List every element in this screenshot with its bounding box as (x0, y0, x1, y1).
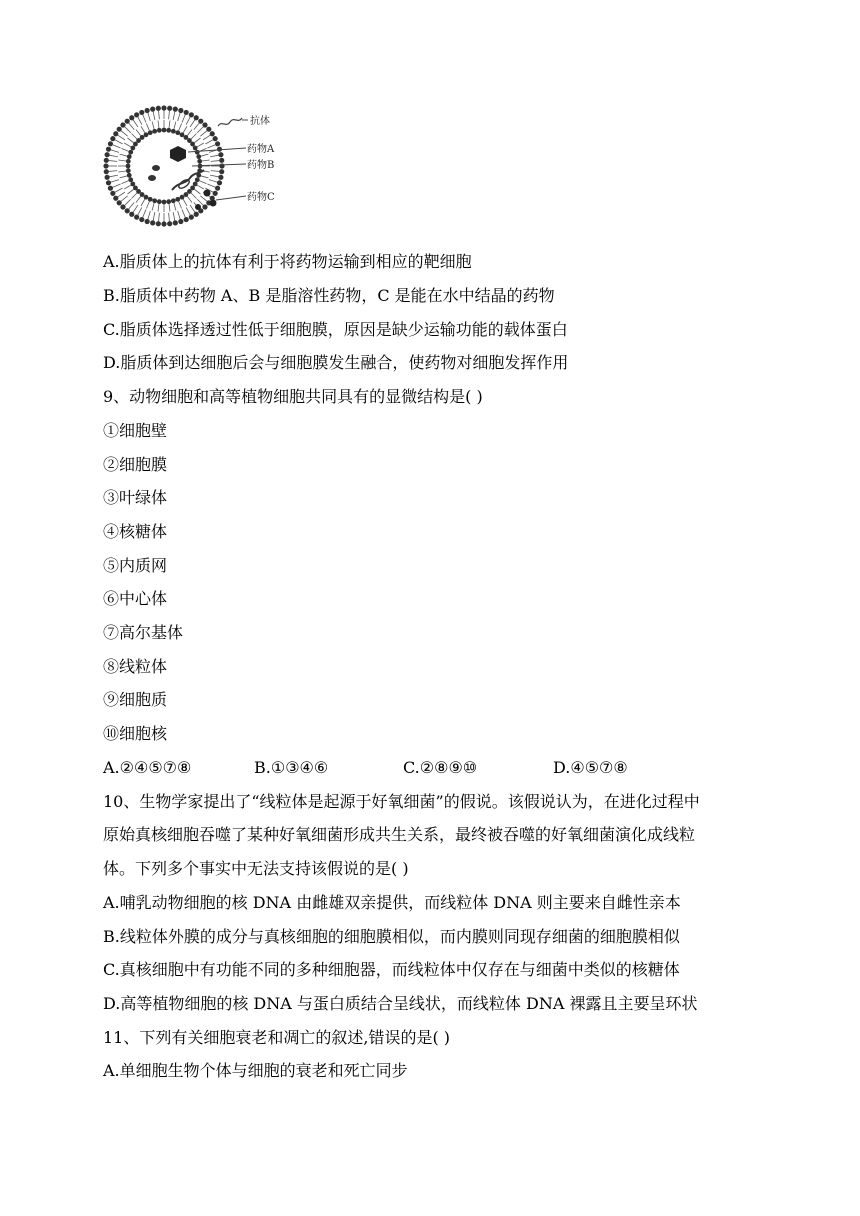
lipid-tail-outer (138, 117, 142, 124)
lipid-head-inner (127, 173, 132, 178)
q9-stem: 9、动物细胞和高等植物细胞共同具有的显微结构是( ) (103, 387, 483, 406)
lipid-tail-outer (121, 131, 128, 136)
q8-option-d: D.脂质体到达细胞后会与细胞膜发生融合，使药物对细胞发挥作用 (103, 353, 569, 372)
lipid-tail-outer (138, 207, 142, 214)
lipid-tail-outer (211, 171, 219, 172)
lipid-head-outer (167, 106, 172, 111)
lipid-head-outer (161, 221, 166, 226)
lipid-head-inner (148, 130, 153, 135)
lipid-tail-inner (124, 143, 131, 147)
liposome-diagram (100, 100, 290, 236)
q9-item: ⑤内质网 (103, 556, 168, 575)
lipid-tail-outer (118, 135, 125, 140)
lipid-head-outer (113, 196, 118, 201)
lipid-head-outer (167, 221, 172, 226)
lipid-tail-outer (197, 127, 203, 133)
lipid-tail-inner (118, 171, 126, 172)
lipid-tail-inner (131, 193, 136, 198)
lipid-head-inner (157, 128, 162, 133)
q9-option-c: C.②⑧⑨⑩ (403, 758, 478, 777)
q9-item: ⑦高尔基体 (103, 623, 184, 642)
lipid-tail-inner (118, 160, 126, 161)
lipid-tail-outer (190, 205, 195, 212)
lipid-head-inner (126, 159, 131, 164)
lipid-tail-inner (128, 189, 134, 194)
lipid-tail-inner (120, 176, 127, 178)
q8-option-b: B.脂质体中药物 A、B 是脂溶性药物，C 是能在水中结晶的药物 (103, 286, 555, 305)
lipid-tail-inner (158, 204, 159, 212)
lipid-head-outer (194, 115, 199, 120)
lipid-head-inner (128, 150, 133, 155)
lipid-tail-inner (169, 204, 170, 212)
q10-option-b: B.线粒体外膜的成分与真核细胞的细胞膜相似，而内膜则同现存细菌的细胞膜相似 (103, 927, 680, 946)
lipid-tail-inner (146, 201, 149, 208)
q9-option-d: D.④⑤⑦⑧ (553, 758, 628, 777)
lipid-tail-inner (122, 181, 129, 184)
lipid-tail-inner (201, 176, 208, 178)
lipid-head-outer (215, 141, 220, 146)
lipid-tail-inner (197, 143, 204, 147)
lipid-tail-inner (174, 203, 176, 210)
lipid-tail-inner (141, 126, 145, 133)
lipid-tail-outer (211, 161, 219, 162)
q9-item: ②细胞膜 (103, 455, 168, 474)
lipid-tail-outer (173, 212, 175, 220)
lipid-head-outer (105, 175, 110, 180)
q10-option-c: C.真核细胞中有功能不同的多种细胞器，而线粒体中仅存在与细菌中类似的核糖体 (103, 960, 680, 979)
q10-stem-line-3: 体。下列多个事实中无法支持该假说的是( ) (103, 859, 409, 878)
lipid-head-inner (166, 128, 171, 133)
q8-option-c: C.脂质体选择透过性低于细胞膜，原因是缺少运输功能的载体蛋白 (103, 320, 568, 339)
lipid-head-outer (134, 112, 139, 117)
label-drug-c: 药物C (247, 192, 275, 203)
lipid-head-inner (127, 154, 132, 159)
lipid-head-outer (110, 191, 115, 196)
lipid-tail-outer (121, 196, 128, 201)
lipid-head-inner (195, 177, 200, 182)
lipid-head-inner (197, 159, 202, 164)
lipid-head-inner (162, 200, 167, 205)
lipid-tail-outer (182, 209, 185, 217)
q10-stem-line-1: 10、生物学家提出了“线粒体是起源于好氧细菌”的假说。该假说认为，在进化过程中 (103, 792, 700, 811)
lipid-tail-inner (179, 124, 182, 131)
lipid-tail-inner (146, 124, 149, 131)
lipid-head-inner (195, 150, 200, 155)
lipid-tail-inner (152, 203, 154, 210)
lipid-head-outer (218, 175, 223, 180)
lipid-tail-outer (143, 115, 146, 123)
lipid-head-outer (213, 136, 218, 141)
lipid-tail-outer (186, 207, 190, 214)
lipid-head-outer (215, 186, 220, 191)
lipid-head-outer (104, 169, 109, 174)
lipid-tail-outer (209, 180, 217, 182)
lipid-tail-outer (169, 111, 170, 119)
lipid-tail-outer (203, 135, 210, 140)
q11-stem: 11、下列有关细胞衰老和凋亡的叙述,错误的是( ) (103, 1028, 451, 1047)
lipid-head-outer (178, 219, 183, 224)
lipid-tail-outer (115, 188, 122, 192)
lipid-head-outer (173, 107, 178, 112)
lipid-head-outer (219, 169, 224, 174)
q9-item: ⑥中心体 (103, 589, 168, 608)
lipid-head-inner (130, 146, 135, 151)
lipid-head-outer (184, 110, 189, 115)
lipid-tail-outer (210, 175, 218, 177)
lipid-tail-outer (115, 140, 122, 144)
lipid-head-outer (217, 180, 222, 185)
drug-b-head (177, 178, 190, 190)
lipid-head-outer (219, 158, 224, 163)
q9-item: ④核糖体 (103, 522, 168, 541)
lipid-head-inner (152, 129, 157, 134)
q10-stem-line-2: 原始真核细胞吞噬了某种好氧细菌形成共生关系，最终被吞噬的好氧细菌演化成线粒 (103, 825, 696, 844)
lipid-head-outer (129, 212, 134, 217)
leader-line (216, 196, 246, 200)
lipid-head-inner (128, 177, 133, 182)
lipid-head-outer (217, 147, 222, 152)
lipid-head-outer (106, 147, 111, 152)
label-drug-a: 药物A (247, 144, 275, 155)
lipid-tail-outer (159, 111, 160, 119)
lipid-tail-outer (148, 211, 150, 219)
lipid-head-outer (156, 106, 161, 111)
lipid-head-inner (171, 198, 176, 203)
drug-dot (148, 175, 156, 181)
lipid-tail-outer (125, 127, 131, 133)
lipid-tail-outer (194, 123, 199, 130)
lipid-tail-outer (190, 120, 195, 127)
lipid-tail-outer (178, 113, 180, 121)
drug-dot (152, 165, 160, 171)
drug-c-dot (195, 204, 201, 210)
lipid-head-inner (140, 135, 145, 140)
lipid-head-outer (189, 112, 194, 117)
lipid-tail-outer (111, 180, 119, 182)
lipid-head-inner (175, 197, 180, 202)
lipid-tail-outer (169, 213, 170, 221)
lipid-head-outer (150, 220, 155, 225)
lipid-tail-outer (129, 202, 134, 209)
antibody-squiggle-icon (218, 118, 242, 126)
lipid-tail-inner (191, 133, 196, 138)
lipid-tail-outer (205, 140, 212, 144)
lipid-head-inner (144, 132, 149, 137)
lipid-tail-inner (128, 138, 134, 143)
lipid-tail-outer (113, 184, 121, 187)
lipid-tail-inner (183, 126, 187, 133)
liposome-figure (100, 100, 290, 236)
lipid-head-inner (180, 195, 185, 200)
lipid-head-outer (134, 215, 139, 220)
lipid-head-inner (157, 199, 162, 204)
lipid-tail-inner (194, 138, 200, 143)
lipid-head-inner (190, 142, 195, 147)
lipid-bilayer (103, 105, 224, 226)
lipid-head-outer (210, 131, 215, 136)
lipid-tail-inner (152, 122, 154, 129)
lipid-head-inner (196, 154, 201, 159)
lipid-tail-inner (183, 199, 187, 206)
lipid-tail-outer (143, 209, 146, 217)
lipid-head-outer (103, 163, 108, 168)
lipid-tail-outer (186, 117, 190, 124)
lipid-tail-outer (129, 123, 134, 130)
lipid-tail-inner (174, 122, 176, 129)
lipid-head-inner (180, 132, 185, 137)
q10-option-a: A.哺乳动物细胞的核 DNA 由雌雄双亲提供，而线粒体 DNA 则主要来自雌性亲本 (103, 893, 681, 912)
q10-option-d: D.高等植物细胞的核 DNA 与蛋白质结合呈线状，而线粒体 DNA 裸露且主要呈环状 (103, 994, 698, 1013)
lipid-tail-outer (207, 145, 215, 148)
lipid-tail-outer (113, 145, 121, 148)
lipid-head-inner (184, 192, 189, 197)
lipid-tail-outer (207, 184, 215, 187)
lipid-head-outer (156, 221, 161, 226)
lipid-head-outer (139, 110, 144, 115)
q9-item: ③叶绿体 (103, 488, 168, 507)
lipid-tail-outer (109, 161, 117, 162)
lipid-tail-inner (141, 199, 145, 206)
q9-item: ⑨细胞质 (103, 690, 168, 709)
lipid-tail-outer (200, 196, 207, 201)
lipid-tail-outer (178, 211, 180, 219)
lipid-tail-outer (133, 120, 138, 127)
lipid-tail-inner (187, 196, 192, 202)
label-antibody: 抗体 (250, 116, 270, 127)
lipid-head-inner (144, 195, 149, 200)
lipid-tail-outer (118, 192, 125, 197)
lipid-head-inner (126, 168, 131, 173)
lipid-tail-inner (122, 148, 129, 151)
lipid-tail-inner (202, 160, 210, 161)
lipid-head-inner (166, 199, 171, 204)
lipid-tail-outer (109, 171, 117, 172)
lipid-tail-outer (200, 131, 207, 136)
lipid-tail-outer (182, 115, 185, 123)
q9-item: ⑩细胞核 (103, 724, 168, 743)
lipid-head-outer (108, 141, 113, 146)
lipid-tail-inner (194, 189, 200, 194)
lipid-head-inner (171, 129, 176, 134)
lipid-head-outer (108, 186, 113, 191)
lipid-tail-inner (191, 193, 196, 198)
lipid-head-outer (106, 180, 111, 185)
lipid-tail-outer (148, 113, 150, 121)
lipid-head-outer (219, 163, 224, 168)
lipid-tail-outer (153, 112, 155, 120)
lipid-head-inner (148, 197, 153, 202)
lipid-head-inner (175, 130, 180, 135)
lipid-tail-outer (153, 212, 155, 220)
lipid-head-outer (113, 131, 118, 136)
lipid-head-outer (105, 152, 110, 157)
lipid-head-outer (194, 212, 199, 217)
lipid-tail-inner (169, 120, 170, 128)
lipid-tail-outer (159, 213, 160, 221)
lipid-tail-inner (120, 154, 127, 156)
lipid-tail-inner (197, 185, 204, 189)
lipid-head-outer (150, 107, 155, 112)
label-drug-b: 药物B (247, 160, 275, 171)
lipid-head-outer (129, 115, 134, 120)
lipid-head-outer (104, 158, 109, 163)
q9-option-a: A.②④⑤⑦⑧ (103, 758, 192, 777)
drug-a-hexagon (170, 146, 186, 162)
drug-c-dot (204, 190, 211, 197)
lipid-tail-inner (179, 201, 182, 208)
lipid-head-outer (110, 136, 115, 141)
lipid-head-outer (173, 220, 178, 225)
q9-item: ①细胞壁 (103, 421, 168, 440)
lipid-tail-outer (110, 175, 118, 177)
lipid-head-outer (184, 217, 189, 222)
lipid-tail-outer (210, 155, 218, 157)
lipid-head-outer (139, 217, 144, 222)
q9-option-b: B.①③④⑥ (254, 758, 329, 777)
lipid-head-inner (162, 128, 167, 133)
lipid-tail-inner (136, 130, 141, 136)
lipid-head-outer (218, 152, 223, 157)
q8-option-a: A.脂质体上的抗体有利于将药物运输到相应的靶细胞 (103, 252, 472, 271)
lipid-tail-inner (158, 120, 159, 128)
lipid-tail-outer (173, 112, 175, 120)
drug-c-dot (210, 200, 217, 207)
lipid-head-outer (145, 219, 150, 224)
lipid-tail-inner (199, 181, 206, 184)
lipid-head-inner (152, 198, 157, 203)
lipid-tail-inner (131, 133, 136, 138)
lipid-head-inner (193, 182, 198, 187)
lipid-tail-inner (124, 185, 131, 189)
lipid-tail-inner (201, 154, 208, 156)
lipid-head-outer (178, 108, 183, 113)
lipid-tail-inner (136, 196, 141, 202)
lipid-tail-inner (187, 130, 192, 136)
lipid-head-inner (193, 146, 198, 151)
lipid-head-inner (130, 182, 135, 187)
lipid-head-inner (133, 186, 138, 191)
lipid-tail-outer (110, 155, 118, 157)
lipid-tail-outer (111, 150, 119, 152)
lipid-head-outer (161, 105, 166, 110)
q11-option-a: A.单细胞生物个体与细胞的衰老和死亡同步 (103, 1061, 408, 1080)
lipid-head-inner (126, 164, 131, 169)
lipid-tail-outer (125, 199, 131, 205)
q9-item: ⑧线粒体 (103, 657, 168, 676)
lipid-tail-outer (133, 205, 138, 212)
q9-options (103, 758, 803, 778)
lipid-head-outer (145, 108, 150, 113)
lipid-head-outer (213, 191, 218, 196)
lipid-head-outer (189, 215, 194, 220)
